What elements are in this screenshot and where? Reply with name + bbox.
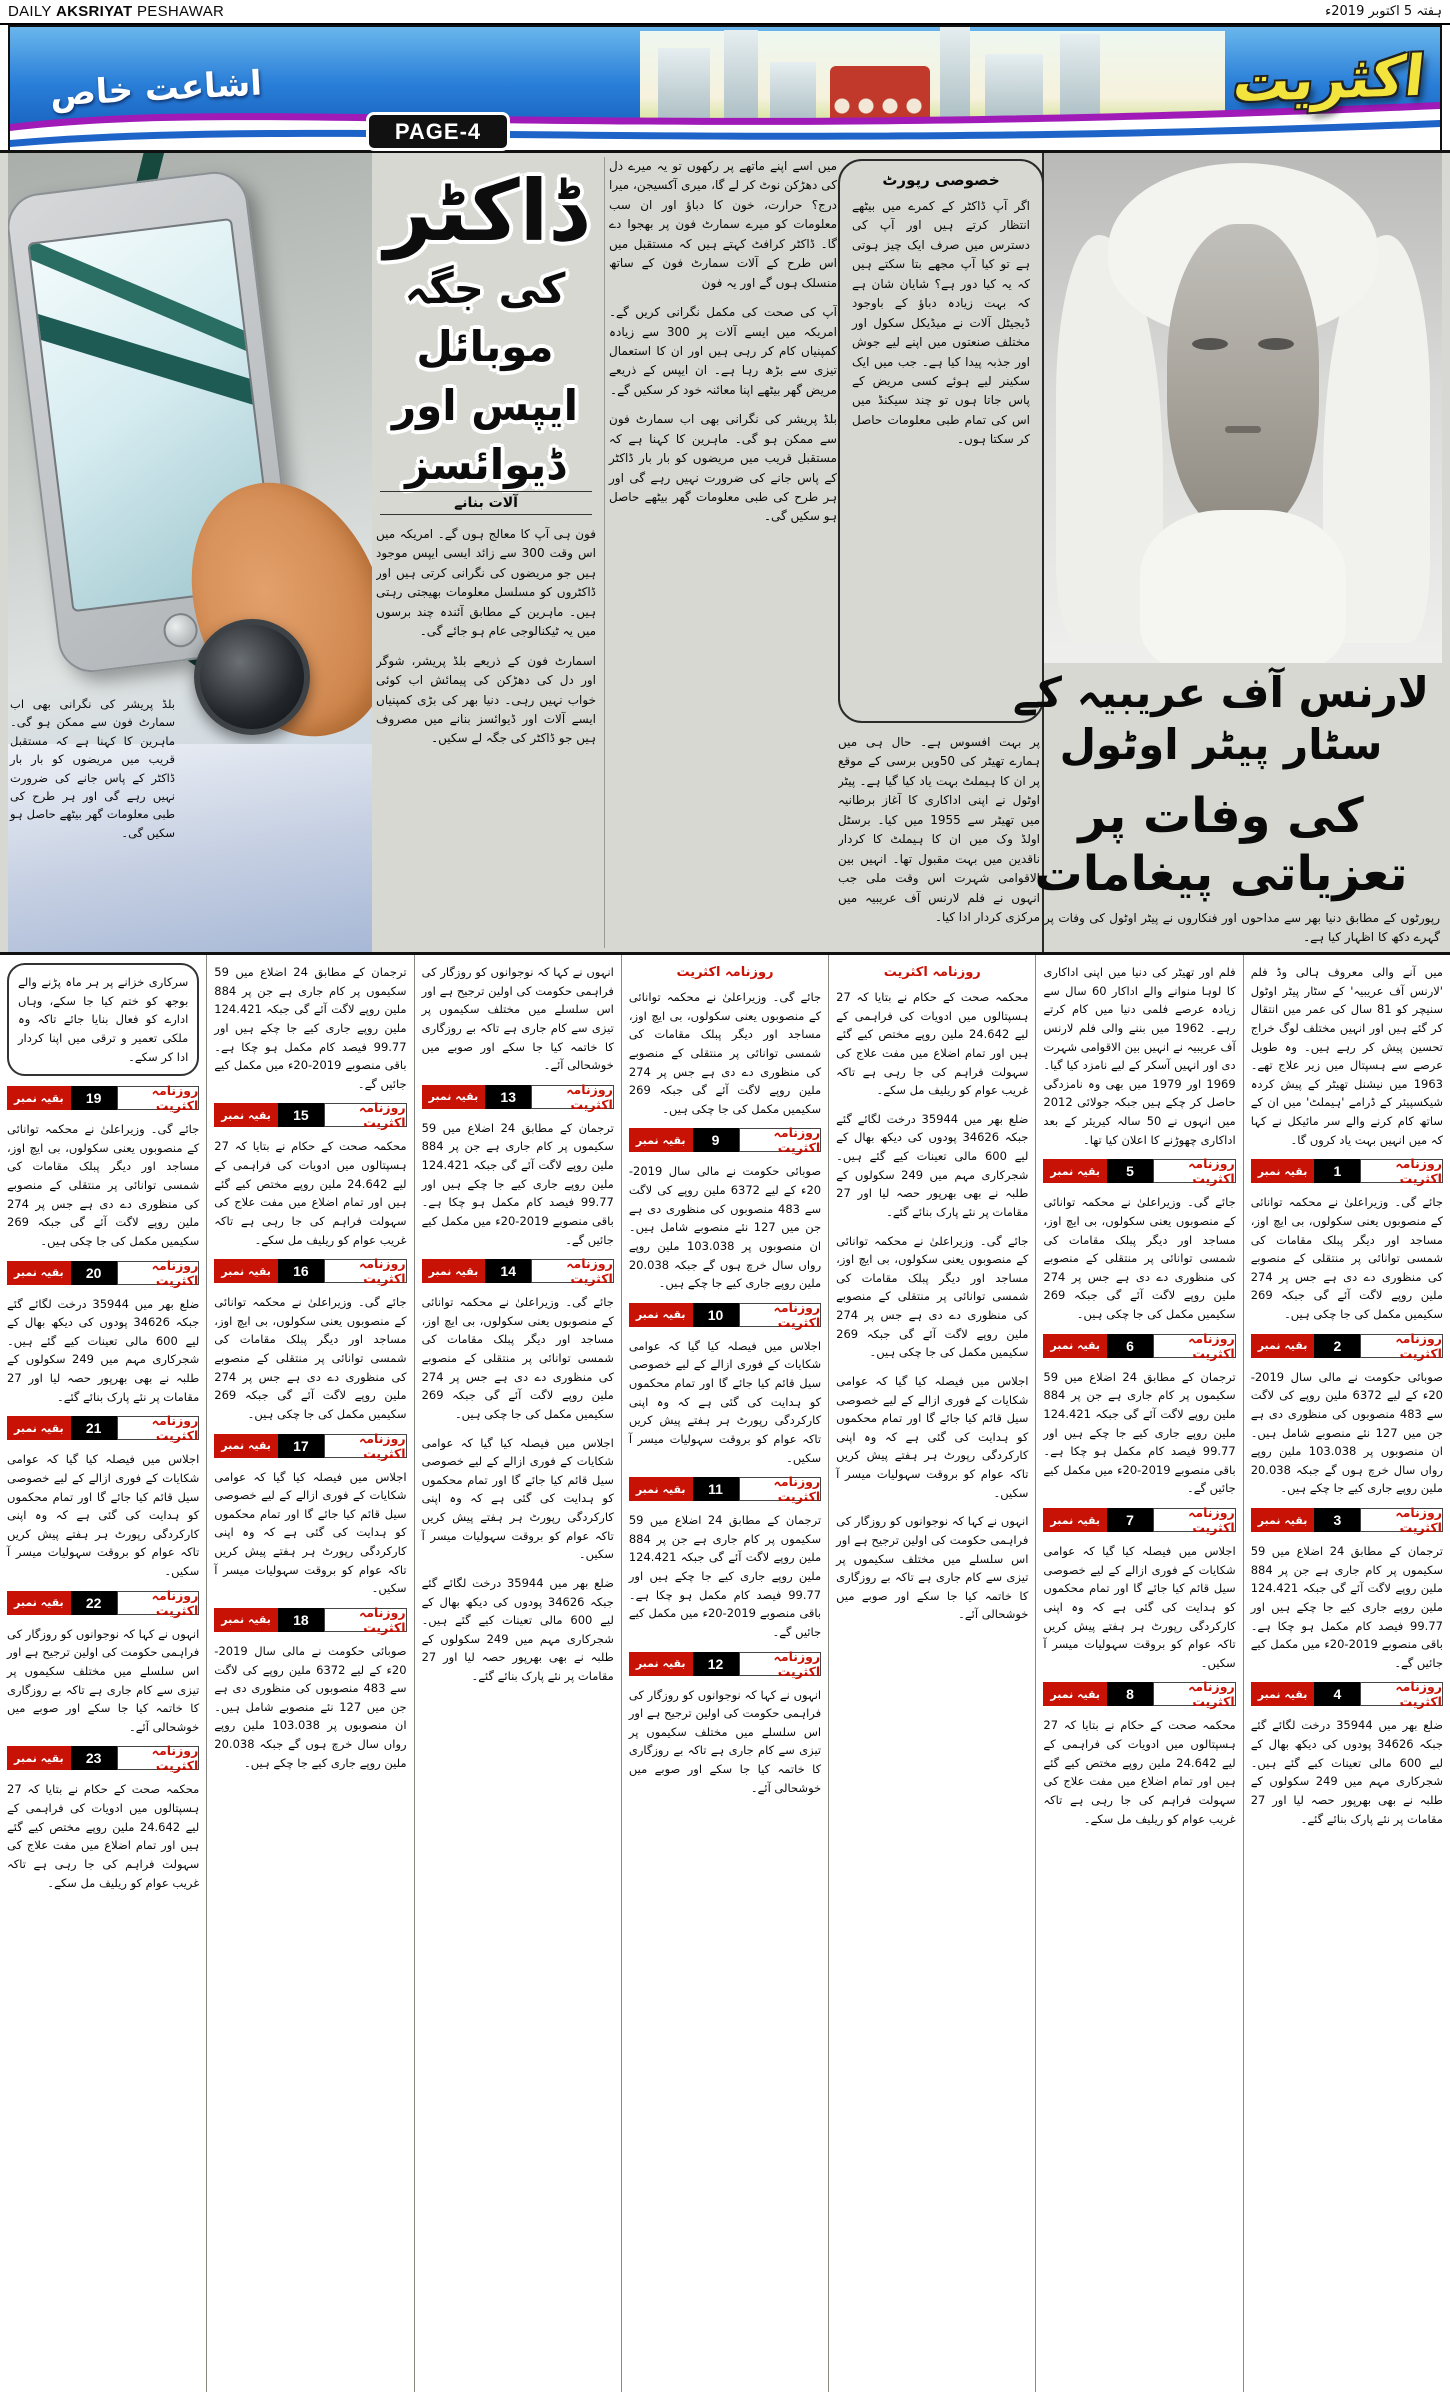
badge-number: 19	[71, 1086, 117, 1110]
left-article-side-text: بلڈ پریشر کی نگرانی بھی اب سمارٹ فون سے ممکن ہو گی۔ ماہرین کا کہنا ہے کہ مستقبل قریب میں مریضوں کو بار بار ڈاکٹر کے پاس جانے کی ضرورت نہیں رہے گی اور ہر طرح کی طبی معلومات گھر بیٹھے حاصل ہو سکیں گی۔	[10, 697, 175, 840]
brief-paragraph: ترجمان کے مطابق 24 اضلاع میں 59 سکیموں پر کام جاری ہے جن پر 884 ملین روپے لاگت آئے گی جبکہ 124.421 ملین روپے جاری کیے جا چکے ہیں اور 99.77 فیصد کام مکمل ہو چکا ہے۔ باقی منصوبے 2019-20ء میں مکمل کیے جائیں گے۔	[1250, 1544, 1443, 1670]
brief-paragraph: صوبائی حکومت نے مالی سال 2019-20ء کے لیے 6372 ملین روپے کی لاگت سے 483 منصوبوں کی منظوری دی ہے جن میں 127 نئے منصوبے شامل ہیں۔ ان منصوبوں پر 103.038 ملین روپے رواں سال خرچ ہوں گے جبکہ 20.038 ملین روپے جاری کیے جا چکے ہیں۔	[628, 1164, 822, 1291]
brief-paragraph: انہوں نے کہا کہ نوجوانوں کو روزگار کی فراہمی حکومت کی اولین ترجیح ہے اور اس سلسلے میں مختلف سکیموں پر تیزی سے کام جاری ہے تاکہ بے روزگاری کا خاتمہ کیا جا سکے اور صوبے میں خوشحالی آئے۔	[421, 965, 614, 1073]
badge-paper-name: روزنامہ اکثریت	[324, 1608, 407, 1632]
badge-continued-label: بقیہ نمبر	[7, 1416, 71, 1440]
brief-paragraph: محکمہ صحت کے حکام نے بتایا کہ 27 ہسپتالوں میں ادویات کی فراہمی کے لیے 24.642 ملین روپے مختص کیے گئے ہیں اور تمام اضلاع میں مفت علاج کی سہولت فراہم کی جا رہی ہے تاکہ غریب عوام کو ریلیف مل سکے۔	[214, 1139, 407, 1247]
badge-number: 2	[1314, 1334, 1360, 1358]
continuation-badge-3	[1251, 1505, 1443, 1535]
briefs-column-4	[621, 955, 828, 2392]
continuation-badge-8	[1043, 1679, 1235, 1710]
continuation-badge-1	[1251, 1156, 1443, 1187]
briefs-columns	[0, 952, 1450, 2392]
brief-paragraph: محکمہ صحت کے حکام نے بتایا کہ 27 ہسپتالوں میں ادویات کی فراہمی کے لیے 24.642 ملین روپے مختص کیے گئے ہیں اور تمام اضلاع میں مفت علاج کی سہولت فراہم کی جا رہی ہے تاکہ غریب عوام کو ریلیف مل سکے۔	[7, 1782, 200, 1890]
brief-paragraph: میں آنے والی معروف ہالی وڈ فلم 'لارنس آف عریبیہ' کے سٹار پیٹر اوٹول سنیچر کو 81 سال کی عمر میں انتقال کر گئے ہیں اور انہیں مختلف لوگ خراج تحسین پیش کر رہے ہیں۔ وہ طویل عرصے سے ہسپتال میں زیر علاج تھے۔ 1963 میں نیشنل تھیٹر کے پیش کردہ شیکسپیئر کے ڈرامے 'ہیملٹ' میں ان کے ساتھ کام کرنے والے سر مائیکل نے کہا کہ میں انہیں بہت یاد کروں گا۔	[1250, 965, 1443, 1147]
brief-paragraph: صوبائی حکومت نے مالی سال 2019-20ء کے لیے 6372 ملین روپے کی لاگت سے 483 منصوبوں کی منظوری دی ہے جن میں 127 نئے منصوبے شامل ہیں۔ ان منصوبوں پر 103.038 ملین روپے رواں سال خرچ ہوں گے جبکہ 20.038 ملین روپے جاری کیے جا چکے ہیں۔	[214, 1643, 407, 1770]
badge-continued-label: بقیہ نمبر	[214, 1259, 278, 1283]
badge-number: 14	[485, 1259, 531, 1283]
brand-prefix: DAILY	[8, 3, 52, 20]
brief-paragraph: ضلع بھر میں 35944 درخت لگائے گئے جبکہ 34626 پودوں کی دیکھ بھال کے لیے 600 مالی تعینات کیے گئے ہیں۔ شجرکاری مہم میں 249 سکولوں کے طلبہ نے بھی بھرپور حصہ لیا اور 27 مقامات پر نئے پارک بنائے گئے۔	[7, 1296, 200, 1404]
badge-paper-name: روزنامہ اکثریت	[531, 1259, 614, 1283]
article-paragraph: میں اسے اپنے ماتھے پر رکھوں تو یہ میرے دل کی دھڑکن نوٹ کر لے گا، میری آکسیجن، میرا درج؟ حرارت، خون کا دباؤ اور ان سب معلومات کو میرے سمارٹ فون پر بھجوا دے گا۔ ڈاکٹر کرافٹ کہتے ہیں کہ مستقبل میں اس طرح کے آلات سمارٹ فون کے ساتھ منسلک ہوں گے اور یہ فون	[609, 159, 837, 290]
continuation-badge-7	[1043, 1505, 1235, 1535]
badge-number: 11	[693, 1477, 739, 1501]
badge-paper-name: روزنامہ اکثریت	[117, 1746, 200, 1770]
brief-paragraph: اجلاس میں فیصلہ کیا گیا کہ عوامی شکایات کے فوری ازالے کے لیے خصوصی سیل قائم کیا جائے گا اور تمام محکموں کو ہدایت کی گئی ہے کہ وہ اپنی کارکردگی رپورٹ ہر ہفتے پیش کریں تاکہ عوام کو بروقت سہولیات میسر آ سکیں۔	[7, 1452, 200, 1578]
badge-continued-label: بقیہ نمبر	[7, 1261, 71, 1285]
brief-paragraph: ترجمان کے مطابق 24 اضلاع میں 59 سکیموں پر کام جاری ہے جن پر 884 ملین روپے لاگت آئے گی جبکہ 124.421 ملین روپے جاری کیے جا چکے ہیں اور 99.77 فیصد کام مکمل ہو چکا ہے۔ باقی منصوبے 2019-20ء میں مکمل کیے جائیں گے۔	[1043, 1369, 1236, 1496]
peter-otoole-portrait-photo	[1044, 153, 1442, 663]
continuation-badge-11	[629, 1474, 821, 1505]
masthead-brand	[8, 3, 224, 20]
badge-number: 4	[1314, 1682, 1360, 1706]
column-heading: روزنامہ اکثریت	[676, 965, 774, 980]
page-number-tab: PAGE-4	[366, 112, 510, 151]
brief-paragraph: جائے گی۔ وزیراعلیٰ نے محکمہ توانائی کے منصوبوں یعنی سکولوں، بی ایچ اوز، مساجد اور دیگر پبلک مقامات کی شمسی توانائی پر منتقلی کے منصوبے کی منظوری دے دی ہے جس پر 274 ملین روپے لاگت آئے گی جبکہ 269 سکیمیں مکمل کی جا چکی ہیں۔	[1250, 1195, 1443, 1321]
badge-continued-label: بقیہ نمبر	[629, 1303, 693, 1327]
brief-paragraph: جائے گی۔ وزیراعلیٰ نے محکمہ توانائی کے منصوبوں یعنی سکولوں، بی ایچ اوز، مساجد اور دیگر پبلک مقامات کی شمسی توانائی پر منتقلی کے منصوبے کی منظوری دے دی ہے جس پر 274 ملین روپے لاگت آئے گی جبکہ 269 سکیمیں مکمل کی جا چکی ہیں۔	[7, 1122, 200, 1248]
badge-continued-label: بقیہ نمبر	[7, 1746, 71, 1770]
badge-number: 1	[1314, 1159, 1360, 1183]
badge-continued-label: بقیہ نمبر	[1251, 1508, 1315, 1532]
face-graphic	[1167, 224, 1318, 530]
badge-number: 12	[693, 1652, 739, 1676]
badge-number: 22	[71, 1591, 117, 1615]
brief-paragraph: اجلاس میں فیصلہ کیا گیا کہ عوامی شکایات کے فوری ازالے کے لیے خصوصی سیل قائم کیا جائے گا اور تمام محکموں کو ہدایت کی گئی ہے کہ وہ اپنی کارکردگی رپورٹ ہر ہفتے پیش کریں تاکہ عوام کو بروقت سہولیات میسر آ سکیں۔	[836, 1373, 1029, 1500]
badge-paper-name: روزنامہ اکثریت	[1360, 1334, 1443, 1358]
mouth-graphic	[1225, 426, 1261, 433]
badge-paper-name: روزنامہ اکثریت	[117, 1261, 200, 1285]
badge-continued-label: بقیہ نمبر	[1043, 1682, 1107, 1706]
badge-number: 20	[71, 1261, 117, 1285]
brief-paragraph: جائے گی۔ وزیراعلیٰ نے محکمہ توانائی کے منصوبوں یعنی سکولوں، بی ایچ اوز، مساجد اور دیگر پبلک مقامات کی شمسی توانائی پر منتقلی کے منصوبے کی منظوری دے دی ہے جس پر 274 ملین روپے لاگت آئے گی جبکہ 269 سکیمیں مکمل کی جا چکی ہیں۔	[214, 1295, 407, 1421]
brief-paragraph: ترجمان کے مطابق 24 اضلاع میں 59 سکیموں پر کام جاری ہے جن پر 884 ملین روپے لاگت آئے گی جبکہ 124.421 ملین روپے جاری کیے جا چکے ہیں اور 99.77 فیصد کام مکمل ہو چکا ہے۔ باقی منصوبے 2019-20ء میں مکمل کیے جائیں گے۔	[421, 1120, 614, 1247]
article-paragraph: آپ کی صحت کی مکمل نگرانی کریں گے۔ امریکہ میں ایسے آلات پر 300 سے زیادہ کمپنیاں کام کر رہی ہیں اور ان کا استعمال تیزی سے بڑھ رہا ہے۔ ان ایپس کے ذریعے مریض گھر بیٹھے اپنا معائنہ خود کر سکیں گے۔	[609, 305, 837, 397]
badge-paper-name: روزنامہ اکثریت	[1360, 1159, 1443, 1183]
continuation-badge-4	[1251, 1679, 1443, 1710]
badge-continued-label: بقیہ نمبر	[214, 1434, 278, 1458]
brief-paragraph: سرکاری خزانے پر ہر ماہ پڑنے والے بوجھ کو ختم کیا جا سکے، وہاں ادارے کو فعال بنایا جائے تاکہ وہ ملکی تعمیر و ترقی میں اپنا کردار ادا کر سکے۔	[7, 963, 199, 1076]
badge-number: 7	[1107, 1508, 1153, 1532]
badge-continued-label: بقیہ نمبر	[1043, 1159, 1107, 1183]
badge-continued-label: بقیہ نمبر	[1251, 1159, 1315, 1183]
briefs-column-7	[1243, 955, 1450, 2392]
badge-continued-label: بقیہ نمبر	[629, 1652, 693, 1676]
section-label: اشاعت خاص	[49, 63, 263, 115]
article-paragraph: بلڈ پریشر کی نگرانی بھی اب سمارٹ فون سے ممکن ہو گی۔ ماہرین کا کہنا ہے کہ مستقبل قریب میں مریضوں کو بار بار ڈاکٹر کے پاس جانے کی ضرورت نہیں رہے گی اور ہر طرح کی طبی معلومات گھر بیٹھے حاصل ہو سکیں گی۔	[609, 412, 837, 524]
badge-paper-name: روزنامہ اکثریت	[324, 1434, 407, 1458]
badge-paper-name: روزنامہ اکثریت	[324, 1259, 407, 1283]
brief-paragraph: جائے گی۔ وزیراعلیٰ نے محکمہ توانائی کے منصوبوں یعنی سکولوں، بی ایچ اوز، مساجد اور دیگر پبلک مقامات کی شمسی توانائی پر منتقلی کے منصوبے کی منظوری دے دی ہے جس پر 274 ملین روپے لاگت آئے گی جبکہ 269 سکیمیں مکمل کی جا چکی ہیں۔	[1043, 1195, 1236, 1321]
brief-paragraph: محکمہ صحت کے حکام نے بتایا کہ 27 ہسپتالوں میں ادویات کی فراہمی کے لیے 24.642 ملین روپے مختص کیے گئے ہیں اور تمام اضلاع میں مفت علاج کی سہولت فراہم کی جا رہی ہے تاکہ غریب عوام کو ریلیف مل سکے۔	[1043, 1718, 1236, 1826]
continuation-badge-10	[629, 1299, 821, 1330]
eye-graphic	[1258, 338, 1294, 350]
section-banner	[8, 25, 1442, 154]
edition-date: ہفتہ 5 اکتوبر 2019ء	[1325, 4, 1442, 19]
continuation-badge-23	[7, 1743, 199, 1774]
badge-continued-label: بقیہ نمبر	[7, 1086, 71, 1110]
continuation-badge-22	[7, 1587, 199, 1618]
brief-paragraph: ضلع بھر میں 35944 درخت لگائے گئے جبکہ 34626 پودوں کی دیکھ بھال کے لیے 600 مالی تعینات کیے گئے ہیں۔ شجرکاری مہم میں 249 سکولوں کے طلبہ نے بھی بھرپور حصہ لیا اور 27 مقامات پر نئے پارک بنائے گئے۔	[836, 1111, 1029, 1219]
badge-paper-name: روزنامہ اکثریت	[739, 1652, 822, 1676]
brief-paragraph: اجلاس میں فیصلہ کیا گیا کہ عوامی شکایات کے فوری ازالے کے لیے خصوصی سیل قائم کیا جائے گا اور تمام محکموں کو ہدایت کی گئی ہے کہ وہ اپنی کارکردگی رپورٹ ہر ہفتے پیش کریں تاکہ عوام کو بروقت سہولیات میسر آ سکیں۔	[628, 1338, 822, 1465]
badge-paper-name: روزنامہ اکثریت	[1153, 1334, 1236, 1358]
badge-continued-label: بقیہ نمبر	[629, 1477, 693, 1501]
continuation-badge-2	[1251, 1330, 1443, 1361]
stethoscope-chestpiece-graphic	[194, 619, 310, 735]
brief-paragraph: جائے گی۔ وزیراعلیٰ نے محکمہ توانائی کے منصوبوں یعنی سکولوں، بی ایچ اوز، مساجد اور دیگر پبلک مقامات کی شمسی توانائی پر منتقلی کے منصوبے کی منظوری دے دی ہے جس پر 274 ملین روپے لاگت آئے گی جبکہ 269 سکیمیں مکمل کی جا چکی ہیں۔	[628, 990, 822, 1116]
brief-paragraph: اجلاس میں فیصلہ کیا گیا کہ عوامی شکایات کے فوری ازالے کے لیے خصوصی سیل قائم کیا جائے گا اور تمام محکموں کو ہدایت کی گئی ہے کہ وہ اپنی کارکردگی رپورٹ ہر ہفتے پیش کریں تاکہ عوام کو بروقت سہولیات میسر آ سکیں۔	[421, 1435, 614, 1562]
badge-number: 15	[278, 1103, 324, 1127]
briefs-column-2	[206, 955, 413, 2392]
badge-continued-label: بقیہ نمبر	[7, 1591, 71, 1615]
badge-number: 10	[693, 1303, 739, 1327]
badge-continued-label: بقیہ نمبر	[214, 1103, 278, 1127]
badge-number: 21	[71, 1416, 117, 1440]
section-divider-rule	[0, 150, 1450, 153]
article-kicker: خصوصی رپورٹ	[882, 171, 1000, 189]
badge-continued-label: بقیہ نمبر	[1251, 1682, 1315, 1706]
continuation-badge-19	[7, 1083, 199, 1114]
newspaper-logo-calligraphy: اکثریت	[1230, 43, 1428, 116]
badge-continued-label: بقیہ نمبر	[422, 1259, 486, 1283]
continuation-badge-14	[422, 1256, 614, 1287]
badge-paper-name: روزنامہ اکثریت	[117, 1416, 200, 1440]
headline-line: کی جگہ موبائل	[404, 263, 566, 372]
keffiyeh-graphic	[1140, 510, 1347, 663]
continuation-badge-21	[7, 1413, 199, 1444]
upper-articles-section	[0, 153, 1450, 952]
brief-paragraph: اجلاس میں فیصلہ کیا گیا کہ عوامی شکایات کے فوری ازالے کے لیے خصوصی سیل قائم کیا جائے گا اور تمام محکموں کو ہدایت کی گئی ہے کہ وہ اپنی کارکردگی رپورٹ ہر ہفتے پیش کریں تاکہ عوام کو بروقت سہولیات میسر آ سکیں۔	[214, 1469, 407, 1596]
doctor-image-graphic	[27, 310, 277, 422]
continuation-badge-16	[214, 1256, 406, 1287]
phone-home-button-graphic	[162, 611, 200, 649]
brief-paragraph: جائے گی۔ وزیراعلیٰ نے محکمہ توانائی کے منصوبوں یعنی سکولوں، بی ایچ اوز، مساجد اور دیگر پبلک مقامات کی شمسی توانائی پر منتقلی کے منصوبے کی منظوری دے دی ہے جس پر 274 ملین روپے لاگت آئے گی جبکہ 269 سکیمیں مکمل کی جا چکی ہیں۔	[836, 1233, 1029, 1360]
article-paragraph: پر بہت افسوس ہے۔ حال ہی میں ہمارے تھیٹر کی 50ویں برسی کے موقع پر ان کا ہیملٹ بہت یاد کیا گیا ہے۔ پیٹر اوٹول نے اپنی اداکاری کا آغاز برطانیہ میں تھیٹر سے 1955 میں کیا۔ برسٹل اولڈ وک میں ان کا ہیملٹ کا کردار ناقدین میں بہت مقبول تھا۔ انہیں بین الاقوامی شہرت اس وقت ملی جب انہوں نے فلم لارنس آف عریبیہ میں مرکزی کردار ادا کیا۔	[838, 735, 1040, 924]
brief-paragraph: محکمہ صحت کے حکام نے بتایا کہ 27 ہسپتالوں میں ادویات کی فراہمی کے لیے 24.642 ملین روپے مختص کیے گئے ہیں اور تمام اضلاع میں مفت علاج کی سہولت فراہم کی جا رہی ہے تاکہ غریب عوام کو ریلیف مل سکے۔	[836, 990, 1029, 1098]
right-article-intro: رپورٹوں کے مطابق دنیا بھر سے مداحوں اور فنکاروں نے پیٹر اوٹول کی وفات پر گہرے دکھ کا اظہار کیا ہے۔	[1044, 911, 1440, 945]
badge-continued-label: بقیہ نمبر	[1043, 1508, 1107, 1532]
headline-line: ایپس اور	[392, 381, 578, 431]
headline-line: ڈیوائسز	[405, 439, 565, 489]
column-heading: روزنامہ اکثریت	[883, 965, 981, 980]
left-article-column-3	[376, 525, 596, 945]
badge-number: 8	[1107, 1682, 1153, 1706]
badge-paper-name: روزنامہ اکثریت	[1360, 1682, 1443, 1706]
article-paragraph: فون ہی آپ کا معالج ہوں گے۔ امریکہ میں اس وقت 300 سے زائد ایسی ایپس موجود ہیں جو مریضوں کی نگرانی کرتی ہیں اور ڈاکٹروں کو مسلسل معلومات بھیجتی رہتی ہیں۔ ماہرین کے مطابق آئندہ چند برسوں میں یہ ٹیکنالوجی عام ہو جائے گی۔	[376, 527, 596, 639]
badge-number: 6	[1107, 1334, 1153, 1358]
brief-paragraph: ضلع بھر میں 35944 درخت لگائے گئے جبکہ 34626 پودوں کی دیکھ بھال کے لیے 600 مالی تعینات کیے گئے ہیں۔ شجرکاری مہم میں 249 سکولوں کے طلبہ نے بھی بھرپور حصہ لیا اور 27 مقامات پر نئے پارک بنائے گئے۔	[1250, 1718, 1443, 1826]
brief-paragraph: اجلاس میں فیصلہ کیا گیا کہ عوامی شکایات کے فوری ازالے کے لیے خصوصی سیل قائم کیا جائے گا اور تمام محکموں کو ہدایت کی گئی ہے کہ وہ اپنی کارکردگی رپورٹ ہر ہفتے پیش کریں تاکہ عوام کو بروقت سہولیات میسر آ سکیں۔	[1043, 1544, 1236, 1670]
masthead	[0, 0, 1450, 25]
badge-paper-name: روزنامہ اکثریت	[117, 1086, 200, 1110]
badge-number: 16	[278, 1259, 324, 1283]
continuation-badge-13	[422, 1081, 614, 1112]
badge-paper-name: روزنامہ اکثریت	[531, 1085, 614, 1109]
badge-paper-name: روزنامہ اکثریت	[1360, 1508, 1443, 1532]
left-article-headline	[372, 159, 598, 493]
brief-paragraph: ضلع بھر میں 35944 درخت لگائے گئے جبکہ 34626 پودوں کی دیکھ بھال کے لیے 600 مالی تعینات کیے گئے ہیں۔ شجرکاری مہم میں 249 سکولوں کے طلبہ نے بھی بھرپور حصہ لیا اور 27 مقامات پر نئے پارک بنائے گئے۔	[421, 1575, 614, 1683]
photo-caption: آلات بنانے	[380, 491, 592, 515]
brief-paragraph: جائے گی۔ وزیراعلیٰ نے محکمہ توانائی کے منصوبوں یعنی سکولوں، بی ایچ اوز، مساجد اور دیگر پبلک مقامات کی شمسی توانائی پر منتقلی کے منصوبے کی منظوری دے دی ہے جس پر 274 ملین روپے لاگت آئے گی جبکہ 269 سکیمیں مکمل کی جا چکی ہیں۔	[421, 1295, 614, 1421]
badge-number: 3	[1314, 1508, 1360, 1532]
badge-paper-name: روزنامہ اکثریت	[1153, 1508, 1236, 1532]
left-article-column-2	[604, 157, 837, 948]
brand-name: AKSRIYAT	[55, 3, 133, 20]
continuation-badge-12	[629, 1648, 821, 1679]
badge-paper-name: روزنامہ اکثریت	[324, 1103, 407, 1127]
badge-paper-name: روزنامہ اکثریت	[117, 1591, 200, 1615]
continuation-badge-15	[214, 1100, 406, 1131]
badge-number: 17	[278, 1434, 324, 1458]
briefs-column-3	[414, 955, 621, 2392]
briefs-column-5	[828, 955, 1035, 2392]
continuation-badge-18	[214, 1604, 406, 1635]
badge-continued-label: بقیہ نمبر	[422, 1085, 486, 1109]
briefs-column-1	[0, 955, 206, 2392]
headline-line: ڈاکٹر	[384, 162, 586, 260]
brand-suffix: PESHAWAR	[137, 3, 225, 20]
brief-paragraph: انہوں نے کہا کہ نوجوانوں کو روزگار کی فراہمی حکومت کی اولین ترجیح ہے اور اس سلسلے میں مختلف سکیموں پر تیزی سے کام جاری ہے تاکہ بے روزگاری کا خاتمہ کیا جا سکے اور صوبے میں خوشحالی آئے۔	[628, 1687, 822, 1795]
continuation-badge-5	[1043, 1156, 1235, 1187]
brief-paragraph: انہوں نے کہا کہ نوجوانوں کو روزگار کی فراہمی حکومت کی اولین ترجیح ہے اور اس سلسلے میں مختلف سکیموں پر تیزی سے کام جاری ہے تاکہ بے روزگاری کا خاتمہ کیا جا سکے اور صوبے میں خوشحالی آئے۔	[836, 1514, 1029, 1622]
badge-paper-name: روزنامہ اکثریت	[739, 1128, 822, 1152]
badge-number: 23	[71, 1746, 117, 1770]
badge-continued-label: بقیہ نمبر	[629, 1128, 693, 1152]
left-article-column-1	[838, 159, 1044, 723]
badge-paper-name: روزنامہ اکثریت	[739, 1303, 822, 1327]
badge-number: 5	[1107, 1159, 1153, 1183]
brief-paragraph: انہوں نے کہا کہ نوجوانوں کو روزگار کی فراہمی حکومت کی اولین ترجیح ہے اور اس سلسلے میں مختلف سکیموں پر تیزی سے کام جاری ہے تاکہ بے روزگاری کا خاتمہ کیا جا سکے اور صوبے میں خوشحالی آئے۔	[7, 1626, 200, 1734]
badge-paper-name: روزنامہ اکثریت	[1153, 1159, 1236, 1183]
article-paragraph: اسمارٹ فون کے ذریعے بلڈ پریشر، شوگر اور دل کی دھڑکن کی پیمائش اب کوئی خواب نہیں رہی۔ دنیا بھر کی بڑی کمپنیاں ایسے آلات اور ڈیوائسز بنانے میں مصروف ہیں جو ڈاکٹر کی جگہ لے سکیں۔	[376, 653, 596, 746]
right-article-headline	[1000, 665, 1442, 905]
continuation-badge-6	[1043, 1330, 1235, 1361]
badge-paper-name: روزنامہ اکثریت	[1153, 1682, 1236, 1706]
brief-paragraph: ترجمان کے مطابق 24 اضلاع میں 59 سکیموں پر کام جاری ہے جن پر 884 ملین روپے لاگت آئے گی جبکہ 124.421 ملین روپے جاری کیے جا چکے ہیں اور 99.77 فیصد کام مکمل ہو چکا ہے۔ باقی منصوبے 2019-20ء میں مکمل کیے جائیں گے۔	[214, 965, 407, 1091]
continuation-badge-17	[214, 1430, 406, 1461]
article-paragraph: اگر آپ ڈاکٹر کے کمرے میں بیٹھے انتظار کرتے ہیں اور آپ کی دسترس میں صرف ایک چیز ہوتی ہے تو کیا آپ مجھے بتا سکتے ہیں کہ یہ کیا دور ہے؟ شایان شان ہے کہ بہت زیادہ دباؤ کے باوجود ڈیجیٹل آلات نے میڈیکل سکول اور مختلف صنعتوں میں اپنے لیے جوش اور جذبہ پیدا کیا ہے۔ جب میں ایک سکینر لیے ہوئے کسی مریض کے پاس جاتا ہوں تو چند سیکنڈ میں اس کی تمام طبی معلومات حاصل کر سکتا ہوں۔	[852, 199, 1030, 447]
headline-line: کی وفات پر تعزیاتی پیغامات	[1034, 787, 1408, 902]
badge-paper-name: روزنامہ اکثریت	[739, 1477, 822, 1501]
eye-graphic	[1192, 338, 1228, 350]
continuation-badge-20	[7, 1257, 199, 1288]
brief-paragraph: ترجمان کے مطابق 24 اضلاع میں 59 سکیموں پر کام جاری ہے جن پر 884 ملین روپے لاگت آئے گی جبکہ 124.421 ملین روپے جاری کیے جا چکے ہیں اور 99.77 فیصد کام مکمل ہو چکا ہے۔ باقی منصوبے 2019-20ء میں مکمل کیے جائیں گے۔	[628, 1513, 822, 1639]
badge-continued-label: بقیہ نمبر	[1043, 1334, 1107, 1358]
continuation-badge-9	[629, 1125, 821, 1156]
badge-continued-label: بقیہ نمبر	[1251, 1334, 1315, 1358]
badge-number: 9	[693, 1128, 739, 1152]
badge-number: 18	[278, 1608, 324, 1632]
badge-number: 13	[485, 1085, 531, 1109]
briefs-column-6	[1035, 955, 1242, 2392]
brief-paragraph: صوبائی حکومت نے مالی سال 2019-20ء کے لیے 6372 ملین روپے کی لاگت سے 483 منصوبوں کی منظوری دی ہے جن میں 127 نئے منصوبے شامل ہیں۔ ان منصوبوں پر 103.038 ملین روپے رواں سال خرچ ہوں گے جبکہ 20.038 ملین روپے جاری کیے جا چکے ہیں۔	[1250, 1369, 1443, 1496]
headline-line: لارنس آف عریبیہ کے سٹار پیٹر اوٹول	[1012, 667, 1430, 770]
brief-paragraph: فلم اور تھیٹر کی دنیا میں اپنی اداکاری کا لوہا منوانے والے اداکار 60 سال سے زیادہ عرصے فلمی دنیا میں کام کرتے رہے۔ 1962 میں بننے والی فلم لارنس آف عریبیہ نے انہیں بین الاقوامی شہرت دی اور انہیں آسکر کے لیے نامزد کیا گیا۔ 1969 اور 1979 میں بھی وہ نامزدگی حاصل کر چکے ہیں جبکہ جولائی 2012 میں انہوں نے 50 سالہ کیریئر کے بعد اداکاری چھوڑنے کا اعلان کیا تھا۔	[1043, 965, 1236, 1147]
badge-continued-label: بقیہ نمبر	[214, 1608, 278, 1632]
